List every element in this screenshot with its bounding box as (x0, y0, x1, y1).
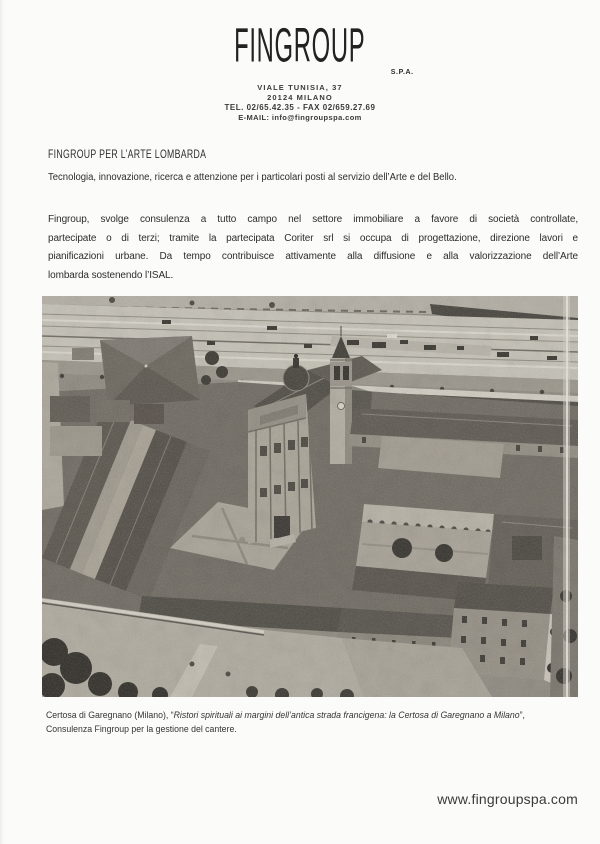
article-body (48, 211, 578, 285)
aerial-photo (42, 296, 578, 697)
letterhead-email-label: E-MAIL: (238, 113, 270, 122)
photo-caption (46, 709, 586, 736)
scan-edge-shadow (0, 0, 4, 844)
article-subtitle: Tecnologia, innovazione, ricerca e attenzione per i particolari posti al servizio dell’Arte e del Bello. (48, 172, 457, 183)
company-logo-text: FINGROUP (234, 18, 366, 73)
photo-caption-line1 (46, 709, 570, 723)
body-line: pianificazioni urbane. Da tempo contribuisce attivamente alla diffusione e alla valorizzazione dell’Arte (48, 251, 578, 262)
caption-prefix: Certosa di Garegnano (Milano), “ (46, 710, 174, 720)
company-logo (206, 18, 414, 80)
letterhead-email-value: info@fingroupspa.com (271, 113, 362, 122)
letterhead (0, 18, 600, 122)
article-title: FINGROUP PER L’ARTE LOMBARDA (48, 149, 207, 161)
letterhead-address-city: 20124 MILANO (267, 92, 333, 102)
footer-website: www.fingroupspa.com (437, 791, 578, 807)
letterhead-address-street: VIALE TUNISIA, 37 (257, 83, 343, 92)
caption-work-title: Ristori spirituali ai margini dell’antica strada francigena: la Certosa di Garegnano a Milano (173, 710, 520, 720)
body-line: lombarda sostenendo l’ISAL. (48, 269, 174, 281)
letterhead-phone-fax: TEL. 02/65.42.35 - FAX 02/659.27.69 (224, 102, 376, 112)
body-line: Fingroup, svolge consulenza a tutto campo nel settore immobiliare a favore di società controllate, (48, 214, 578, 225)
photo-film-grain (42, 296, 578, 697)
company-logo-suffix: S.P.A. (390, 69, 414, 76)
letterhead-email (0, 114, 600, 122)
photo-caption-line2: Consulenza Fingroup per la gestione del cantere. (46, 723, 237, 734)
aerial-photo-canvas (42, 296, 578, 697)
body-line: partecipate o di terzi; tramite la partecipata Coriter srl si occupa di progettazione, direzione lavori e (48, 232, 578, 244)
caption-suffix: ”, (519, 710, 525, 720)
